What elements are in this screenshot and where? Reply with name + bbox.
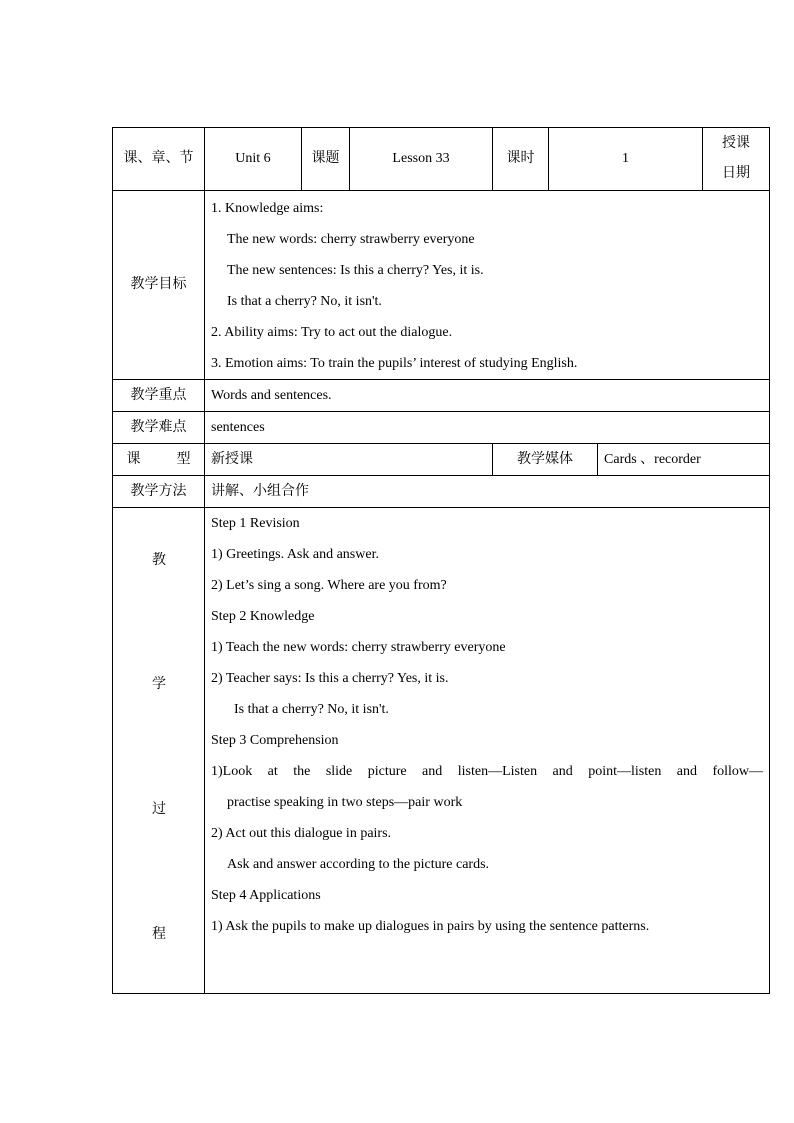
process-line: 2) Teacher says: Is this a cherry? Yes, it is. bbox=[211, 671, 449, 686]
difficulties-row bbox=[113, 412, 770, 444]
process-line: Step 4 Applications bbox=[211, 888, 321, 903]
media-label: 教学媒体 bbox=[493, 444, 598, 476]
goals-label: 教学目标 bbox=[113, 191, 205, 380]
key-points-label: 教学重点 bbox=[113, 380, 205, 412]
process-line: Ask and answer according to the picture cards. bbox=[227, 857, 490, 872]
goal-line: 1. Knowledge aims: bbox=[211, 201, 324, 216]
goals-row bbox=[113, 191, 770, 380]
difficulties-value: sentences bbox=[205, 412, 770, 444]
period-label: 课时 bbox=[493, 128, 549, 191]
goal-line: The new words: cherry strawberry everyone bbox=[227, 232, 475, 247]
process-line: 1) Ask the pupils to make up dialogues in pairs by using the sentence patterns. bbox=[211, 919, 650, 934]
method-value: 讲解、小组合作 bbox=[205, 476, 770, 508]
goal-line: 3. Emotion aims: To train the pupils’ interest of studying English. bbox=[211, 356, 578, 371]
process-line: 1)Look at the slide picture and listen—Listen and point—listen and follow— bbox=[211, 764, 764, 779]
goal-line: The new sentences: Is this a cherry? Yes, it is. bbox=[227, 263, 484, 278]
process-line: 1) Teach the new words: cherry strawberry everyone bbox=[211, 640, 506, 655]
goals-content bbox=[205, 191, 770, 380]
media-value: Cards 、recorder bbox=[598, 444, 770, 476]
lesson-plan-table bbox=[112, 127, 770, 994]
process-line: 1) Greetings. Ask and answer. bbox=[211, 547, 379, 562]
goal-line: 2. Ability aims: Try to act out the dialogue. bbox=[211, 325, 453, 340]
unit-value: Unit 6 bbox=[205, 128, 302, 191]
topic-label: 课题 bbox=[302, 128, 350, 191]
process-line: Is that a cherry? No, it isn't. bbox=[234, 702, 389, 717]
type-row bbox=[113, 444, 770, 476]
process-line: 2) Let’s sing a song. Where are you from? bbox=[211, 578, 447, 593]
process-label-char: 学 bbox=[152, 677, 166, 692]
section-label: 课、章、节 bbox=[113, 128, 205, 191]
process-line: Step 2 Knowledge bbox=[211, 609, 315, 624]
process-label-char: 教 bbox=[152, 553, 166, 568]
process-line: practise speaking in two steps—pair work bbox=[227, 795, 463, 810]
process-row bbox=[113, 508, 770, 994]
process-line: Step 1 Revision bbox=[211, 516, 300, 531]
method-row bbox=[113, 476, 770, 508]
process-label bbox=[113, 508, 205, 994]
header-row bbox=[113, 128, 770, 191]
date-label bbox=[703, 128, 770, 191]
process-line: Step 3 Comprehension bbox=[211, 733, 339, 748]
type-label-b: 型 bbox=[176, 451, 191, 467]
period-value: 1 bbox=[549, 128, 703, 191]
type-label-a: 课 bbox=[126, 451, 141, 467]
process-label-char: 过 bbox=[152, 802, 166, 817]
difficulties-label: 教学难点 bbox=[113, 412, 205, 444]
process-label-char: 程 bbox=[152, 927, 166, 942]
date-label-line-1: 授课 bbox=[722, 136, 751, 151]
key-points-value: Words and sentences. bbox=[205, 380, 770, 412]
process-content bbox=[205, 508, 770, 994]
process-line: 2) Act out this dialogue in pairs. bbox=[211, 826, 392, 841]
lesson-value: Lesson 33 bbox=[350, 128, 493, 191]
key-points-row bbox=[113, 380, 770, 412]
date-label-line-2: 日期 bbox=[722, 166, 751, 181]
goal-line: Is that a cherry? No, it isn't. bbox=[227, 294, 382, 309]
type-label bbox=[113, 444, 205, 476]
method-label: 教学方法 bbox=[113, 476, 205, 508]
type-value: 新授课 bbox=[205, 444, 493, 476]
